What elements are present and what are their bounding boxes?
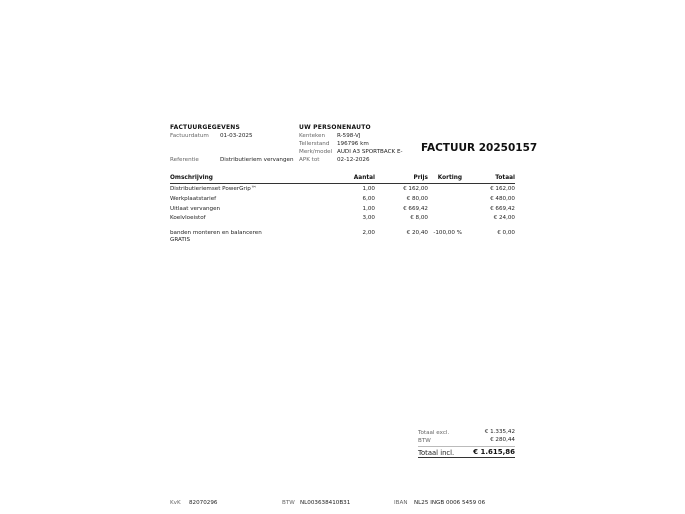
row-1-description: Distributieriemset PowerGrip™ xyxy=(170,186,257,192)
row-2-price: € 80,00 xyxy=(406,196,428,202)
totals-underline xyxy=(418,457,515,458)
col-header-discount: Korting xyxy=(437,175,462,181)
row-5-total: € 0,00 xyxy=(497,230,515,236)
total-excl-label: Totaal excl. xyxy=(418,430,450,436)
vehicle-heading: UW PERSONENAUTO xyxy=(299,124,371,131)
row-1-price: € 162,00 xyxy=(403,186,428,192)
row-3-price: € 669,42 xyxy=(403,206,428,212)
row-4-description: Koelvloeistof xyxy=(170,215,206,221)
row-3-description: Uitlaat vervangen xyxy=(170,206,221,212)
row-1-quantity: 1,00 xyxy=(362,186,375,192)
reference-value: Distributieriem vervangen xyxy=(220,157,294,163)
col-header-quantity: Aantal xyxy=(353,175,375,181)
odometer-label: Tellerstand xyxy=(299,141,330,147)
footer-btw-value: NL003638410B31 xyxy=(300,500,351,506)
row-1-total: € 162,00 xyxy=(490,186,515,192)
footer-btw-label: BTW xyxy=(282,500,295,506)
row-3-total: € 669,42 xyxy=(490,206,515,212)
kvk-value: 82070296 xyxy=(189,500,218,506)
iban-value: NL25 INGB 0006 5459 06 xyxy=(414,500,486,506)
col-header-description: Omschrijving xyxy=(170,175,213,181)
make-model-value: AUDI A3 SPORTBACK E- xyxy=(337,149,403,155)
row-5-price: € 20,40 xyxy=(406,230,428,236)
apk-label: APK tot xyxy=(299,157,320,163)
row-3-quantity: 1,00 xyxy=(362,206,375,212)
col-header-price: Prijs xyxy=(413,175,428,181)
row-2-total: € 480,00 xyxy=(490,196,515,202)
row-4-quantity: 3,00 xyxy=(362,215,375,221)
license-plate-value: R-598-VJ xyxy=(337,133,361,139)
col-header-total: Totaal xyxy=(495,175,515,181)
row-5-description: banden monteren en balanceren xyxy=(170,230,262,236)
vat-label: BTW xyxy=(418,438,431,444)
reference-label: Referentie xyxy=(170,157,199,163)
row-2-description: Werkplaatstarief xyxy=(170,196,217,202)
row-5-description-note: GRATIS xyxy=(170,237,191,243)
total-incl-value: € 1.615,86 xyxy=(473,448,515,456)
iban-label: IBAN xyxy=(394,500,408,506)
vat-value: € 280,44 xyxy=(490,437,515,443)
odometer-value: 196796 km xyxy=(337,141,369,147)
row-2-quantity: 6,00 xyxy=(362,196,375,202)
apk-value: 02-12-2026 xyxy=(337,157,370,163)
row-5-quantity: 2,00 xyxy=(362,230,375,236)
total-incl-label: Totaal incl. xyxy=(418,449,455,457)
invoice-date-value: 01-03-2025 xyxy=(220,133,253,139)
row-4-total: € 24,00 xyxy=(493,215,515,221)
row-4-price: € 8,00 xyxy=(410,215,428,221)
totals-divider xyxy=(418,446,515,447)
total-excl-value: € 1.335,42 xyxy=(484,429,515,435)
invoice-details-heading: FACTUURGEGEVENS xyxy=(170,124,241,131)
table-header-divider xyxy=(170,183,515,184)
invoice-title: FACTUUR 20250157 xyxy=(421,142,538,154)
row-5-discount: -100,00 % xyxy=(433,230,462,236)
make-model-label: Merk/model xyxy=(299,149,333,155)
invoice-date-label: Factuurdatum xyxy=(170,133,209,139)
kvk-label: KvK xyxy=(170,500,181,506)
license-plate-label: Kenteken xyxy=(299,133,326,139)
